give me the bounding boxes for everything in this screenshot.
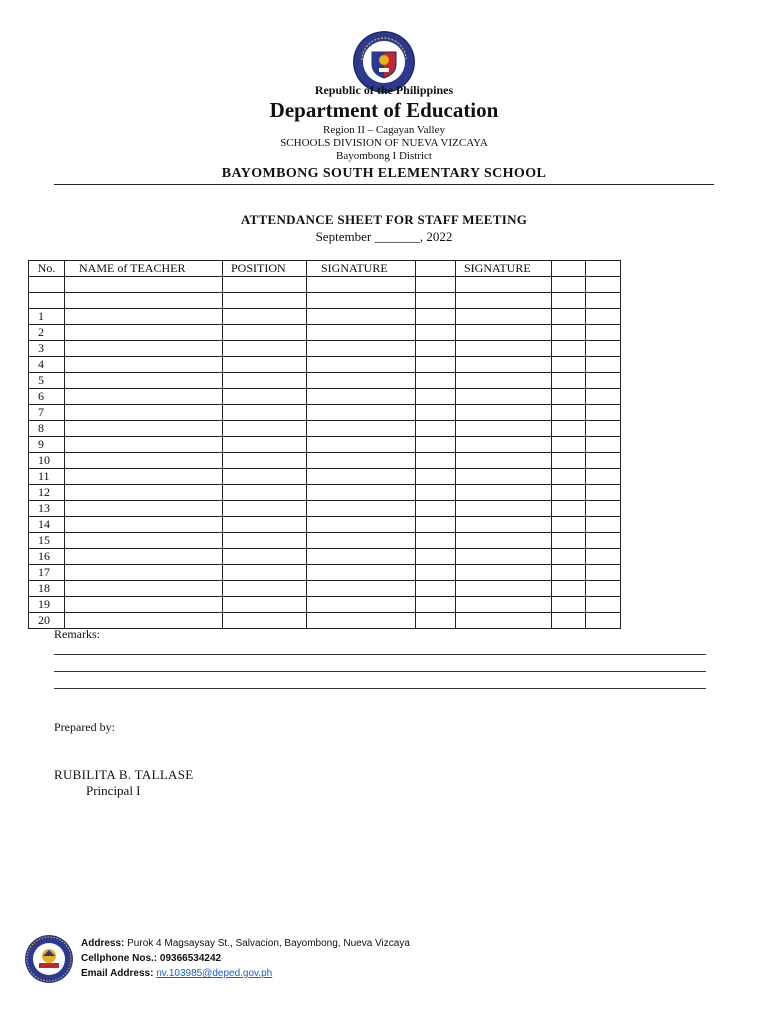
- footer-email: [81, 966, 272, 981]
- table-cell: [456, 565, 552, 581]
- table-cell: [552, 341, 586, 357]
- table-cell: [552, 357, 586, 373]
- table-cell: [223, 277, 307, 293]
- table-cell: [307, 277, 416, 293]
- table-row: [29, 389, 621, 405]
- table-cell: [456, 453, 552, 469]
- table-cell: [456, 277, 552, 293]
- col-header-signature-1: SIGNATURE: [307, 261, 416, 277]
- footer-phone: [81, 951, 221, 966]
- table-cell: [307, 597, 416, 613]
- table-cell: [65, 485, 223, 501]
- header-divider: [54, 184, 714, 185]
- table-cell: [586, 261, 621, 277]
- row-number: 11: [29, 469, 65, 485]
- table-cell: [416, 549, 456, 565]
- table-cell: [456, 533, 552, 549]
- table-cell: [552, 405, 586, 421]
- table-cell: [416, 597, 456, 613]
- table-cell: [223, 325, 307, 341]
- table-cell: [456, 293, 552, 309]
- table-cell: [307, 341, 416, 357]
- table-cell: [65, 277, 223, 293]
- table-cell: [456, 613, 552, 629]
- region-text: Region II – Cagayan Valley: [323, 124, 445, 136]
- table-cell: [416, 581, 456, 597]
- preparer-name: RUBILITA B. TALLASE: [54, 767, 194, 782]
- table-cell: [307, 485, 416, 501]
- department-heading: Department of Education: [269, 98, 499, 122]
- table-cell: [586, 405, 621, 421]
- table-cell: [307, 373, 416, 389]
- table-cell: [552, 389, 586, 405]
- table-subheader-row: [29, 277, 621, 293]
- table-cell: [456, 373, 552, 389]
- attendance-table: [28, 260, 621, 629]
- table-cell: [416, 293, 456, 309]
- col-header-signature-2: SIGNATURE: [456, 261, 552, 277]
- table-cell: [223, 501, 307, 517]
- table-cell: [416, 485, 456, 501]
- table-cell: [416, 437, 456, 453]
- row-number: 4: [29, 357, 65, 373]
- table-cell: [416, 325, 456, 341]
- school-name: BAYOMBONG SOUTH ELEMENTARY SCHOOL: [221, 166, 547, 181]
- table-cell: [552, 581, 586, 597]
- table-cell: [307, 405, 416, 421]
- table-cell: [65, 357, 223, 373]
- table-cell: [586, 581, 621, 597]
- address-value: Purok 4 Magsaysay St., Salvacion, Bayombong, Nueva Vizcaya: [127, 938, 410, 949]
- table-cell: [65, 341, 223, 357]
- table-cell: [307, 293, 416, 309]
- table-cell: [456, 341, 552, 357]
- table-cell: [223, 485, 307, 501]
- table-row: [29, 613, 621, 629]
- table-cell: [456, 357, 552, 373]
- table-cell: [456, 581, 552, 597]
- table-cell: [416, 533, 456, 549]
- table-cell: [586, 565, 621, 581]
- table-cell: [416, 373, 456, 389]
- table-cell: [586, 501, 621, 517]
- table-row: [29, 533, 621, 549]
- table-row: [29, 501, 621, 517]
- table-cell: [65, 469, 223, 485]
- sheet-date: September _______, 2022: [315, 229, 453, 244]
- table-cell: [586, 389, 621, 405]
- table-row: [29, 485, 621, 501]
- table-cell: [65, 325, 223, 341]
- table-cell: [65, 597, 223, 613]
- table-cell: [586, 357, 621, 373]
- table-cell: [65, 565, 223, 581]
- prepared-by-label: Prepared by:: [54, 720, 115, 734]
- table-cell: [307, 581, 416, 597]
- phone-value: 09366534242: [159, 953, 222, 964]
- row-number: 9: [29, 437, 65, 453]
- table-cell: [586, 373, 621, 389]
- table-cell: [552, 517, 586, 533]
- table-cell: [586, 453, 621, 469]
- table-header-row: [29, 261, 621, 277]
- table-row: [29, 405, 621, 421]
- row-number: 12: [29, 485, 65, 501]
- table-cell: [456, 309, 552, 325]
- table-cell: [416, 277, 456, 293]
- table-cell: [223, 357, 307, 373]
- table-cell: [416, 453, 456, 469]
- table-cell: [223, 341, 307, 357]
- table-row: [29, 549, 621, 565]
- table-cell: [416, 405, 456, 421]
- table-cell: [223, 421, 307, 437]
- table-row: [29, 581, 621, 597]
- row-number: 19: [29, 597, 65, 613]
- table-row: [29, 437, 621, 453]
- table-cell: [65, 501, 223, 517]
- table-cell: [586, 437, 621, 453]
- division-text: SCHOOLS DIVISION OF NUEVA VIZCAYA: [280, 137, 488, 149]
- table-cell: [223, 405, 307, 421]
- table-cell: [223, 309, 307, 325]
- table-cell: [456, 549, 552, 565]
- region-block: [0, 124, 768, 163]
- table-cell: [552, 261, 586, 277]
- table-cell: [416, 421, 456, 437]
- table-cell: [586, 341, 621, 357]
- table-cell: [552, 421, 586, 437]
- remarks-line: [54, 654, 706, 655]
- table-cell: [223, 549, 307, 565]
- table-cell: [456, 421, 552, 437]
- table-cell: [552, 277, 586, 293]
- phone-label: Cellphone Nos.:: [81, 953, 158, 964]
- table-cell: [552, 309, 586, 325]
- col-header-position: POSITION: [223, 261, 307, 277]
- table-row: [29, 453, 621, 469]
- row-number: 14: [29, 517, 65, 533]
- table-cell: [552, 485, 586, 501]
- table-cell: [552, 469, 586, 485]
- table-cell: [223, 597, 307, 613]
- table-cell: [586, 549, 621, 565]
- table-cell: [307, 325, 416, 341]
- table-cell: [416, 309, 456, 325]
- table-cell: [552, 565, 586, 581]
- row-number: 6: [29, 389, 65, 405]
- table-cell: [552, 549, 586, 565]
- table-cell: [586, 485, 621, 501]
- table-cell: [65, 421, 223, 437]
- table-cell: [223, 293, 307, 309]
- table-cell: [586, 309, 621, 325]
- table-cell: [65, 405, 223, 421]
- table-cell: [586, 421, 621, 437]
- row-number: 20: [29, 613, 65, 629]
- table-row: [29, 373, 621, 389]
- table-blank-row: [29, 293, 621, 309]
- table-cell: [552, 437, 586, 453]
- sheet-title: ATTENDANCE SHEET FOR STAFF MEETING: [240, 212, 528, 227]
- republic-heading: Republic of the Philippines: [314, 83, 454, 97]
- table-cell: [307, 533, 416, 549]
- table-cell: [223, 613, 307, 629]
- school-logo: [24, 934, 74, 984]
- table-cell: [552, 533, 586, 549]
- table-cell: [307, 437, 416, 453]
- remarks-line: [54, 671, 706, 672]
- table-row: [29, 357, 621, 373]
- table-row: [29, 341, 621, 357]
- district-text: Bayombong I District: [336, 150, 432, 162]
- table-cell: [586, 613, 621, 629]
- table-cell: [65, 581, 223, 597]
- table-cell: [456, 325, 552, 341]
- table-cell: [416, 357, 456, 373]
- table-cell: [456, 597, 552, 613]
- row-number: 17: [29, 565, 65, 581]
- table-row: [29, 469, 621, 485]
- table-cell: [223, 389, 307, 405]
- table-cell: [65, 373, 223, 389]
- table-cell: [223, 437, 307, 453]
- table-cell: [586, 517, 621, 533]
- table-row: [29, 421, 621, 437]
- table-row: [29, 517, 621, 533]
- row-number: 1: [29, 309, 65, 325]
- table-cell: [586, 533, 621, 549]
- table-cell: [307, 517, 416, 533]
- table-cell: [416, 389, 456, 405]
- table-cell: [307, 309, 416, 325]
- remarks-line: [54, 688, 706, 689]
- table-cell: [552, 293, 586, 309]
- table-row: [29, 565, 621, 581]
- row-number: 15: [29, 533, 65, 549]
- table-cell: [223, 373, 307, 389]
- table-cell: [416, 469, 456, 485]
- table-row: [29, 309, 621, 325]
- row-number: 2: [29, 325, 65, 341]
- table-cell: [456, 485, 552, 501]
- table-cell: [307, 389, 416, 405]
- table-cell: [223, 453, 307, 469]
- table-cell: [416, 341, 456, 357]
- table-cell: [65, 293, 223, 309]
- row-number: 10: [29, 453, 65, 469]
- table-cell: [456, 469, 552, 485]
- row-number: 3: [29, 341, 65, 357]
- table-cell: [416, 517, 456, 533]
- table-cell: [586, 597, 621, 613]
- table-cell: [586, 277, 621, 293]
- table-cell: [307, 549, 416, 565]
- table-cell: [65, 517, 223, 533]
- table-cell: [307, 613, 416, 629]
- table-cell: [586, 325, 621, 341]
- table-cell: [65, 453, 223, 469]
- table-cell: [65, 309, 223, 325]
- table-cell: [586, 469, 621, 485]
- table-cell: [416, 261, 456, 277]
- table-row: [29, 325, 621, 341]
- table-cell: [552, 373, 586, 389]
- table-cell: [223, 581, 307, 597]
- table-cell: [65, 549, 223, 565]
- row-number: 18: [29, 581, 65, 597]
- table-cell: [552, 325, 586, 341]
- table-cell: [456, 517, 552, 533]
- table-cell: [552, 501, 586, 517]
- table-cell: [456, 437, 552, 453]
- table-cell: [223, 469, 307, 485]
- row-number: 13: [29, 501, 65, 517]
- row-number: 7: [29, 405, 65, 421]
- table-cell: [456, 405, 552, 421]
- row-number: 5: [29, 373, 65, 389]
- remarks-label: Remarks:: [54, 627, 100, 641]
- address-label: Address:: [81, 938, 125, 949]
- table-row: [29, 597, 621, 613]
- col-header-no: No.: [29, 261, 65, 277]
- table-cell: [307, 565, 416, 581]
- table-cell: [307, 469, 416, 485]
- row-number: 16: [29, 549, 65, 565]
- table-cell: [552, 613, 586, 629]
- table-cell: [65, 533, 223, 549]
- table-cell: [223, 533, 307, 549]
- email-link[interactable]: nv.103985@deped.gov.ph: [156, 968, 273, 979]
- table-cell: [307, 421, 416, 437]
- table-cell: [416, 613, 456, 629]
- table-cell: [223, 565, 307, 581]
- table-cell: [29, 293, 65, 309]
- table-cell: [65, 437, 223, 453]
- table-cell: [307, 357, 416, 373]
- table-cell: [223, 517, 307, 533]
- table-cell: [29, 277, 65, 293]
- table-cell: [307, 501, 416, 517]
- table-cell: [416, 565, 456, 581]
- row-number: 8: [29, 421, 65, 437]
- preparer-role: Principal I: [86, 783, 141, 798]
- table-cell: [416, 501, 456, 517]
- table-cell: [456, 389, 552, 405]
- table-cell: [586, 293, 621, 309]
- table-cell: [552, 453, 586, 469]
- table-cell: [65, 389, 223, 405]
- table-cell: [456, 501, 552, 517]
- footer-address: [81, 936, 410, 951]
- col-header-name: NAME of TEACHER: [65, 261, 223, 277]
- email-label: Email Address:: [81, 968, 154, 979]
- table-cell: [307, 453, 416, 469]
- table-cell: [552, 597, 586, 613]
